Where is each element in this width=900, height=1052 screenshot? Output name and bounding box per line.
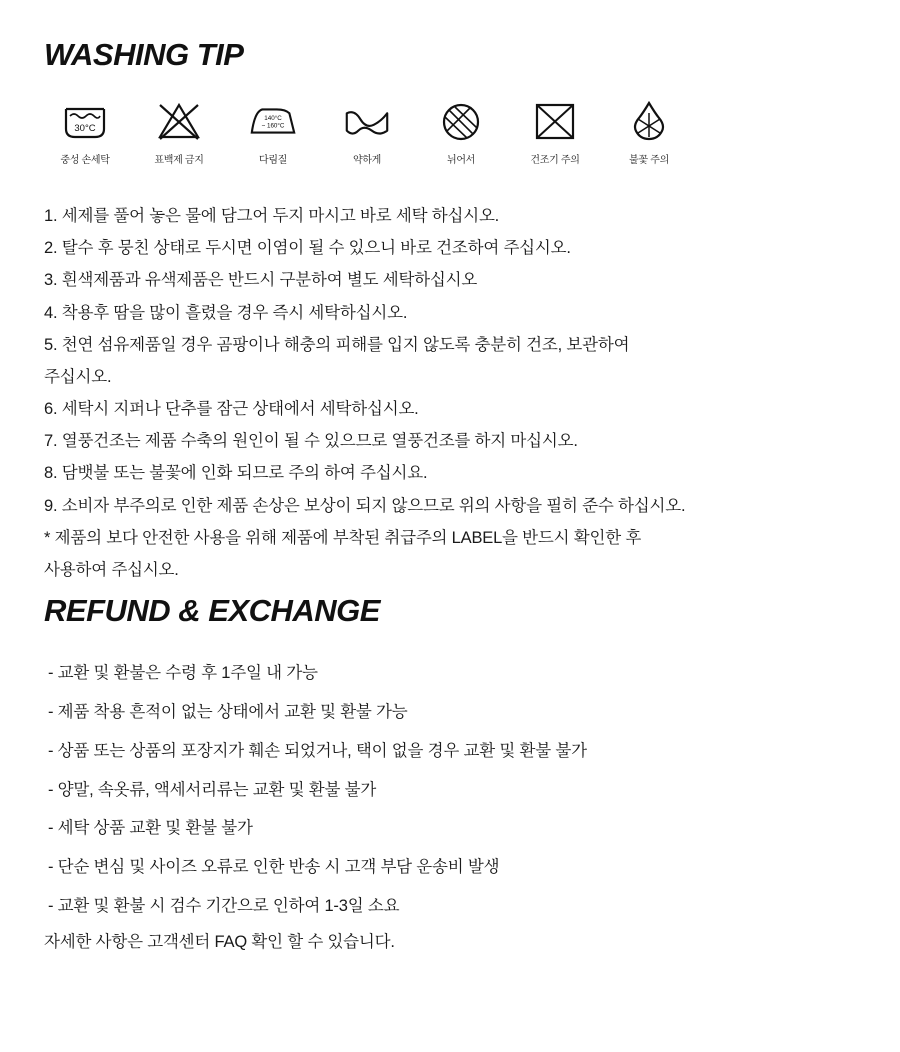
care-symbol-hand-wash — [52, 98, 118, 166]
care-symbol-no-bleach — [146, 98, 212, 166]
refund-item: - 교환 및 환불은 수령 후 1주일 내 가능 — [48, 664, 318, 683]
care-symbol-flame-caution — [616, 98, 682, 166]
iron-140-160-icon — [247, 98, 299, 144]
care-symbol-row — [52, 98, 856, 166]
washing-note: 8. 담뱃불 또는 불꽃에 인화 되므로 주의 하여 주십시요. — [44, 464, 428, 483]
care-symbol-caption: 뉘어서 — [446, 155, 476, 167]
gentle-wring-icon — [341, 98, 393, 144]
washing-note: 6. 세탁시 지퍼나 단추를 잠근 상태에서 세탁하십시오. — [44, 400, 419, 419]
care-symbol-caption: 중성 손세탁 — [60, 155, 110, 167]
svg-text:~ 160°C: ~ 160°C — [261, 122, 285, 130]
care-symbol-caption: 건조기 주의 — [530, 155, 580, 167]
care-symbol-caption: 약하게 — [352, 155, 382, 167]
washing-note-asterisk: * 제품의 보다 안전한 사용을 위해 제품에 부착된 취급주의 LABEL을 반드시 확인한 후 — [44, 528, 642, 547]
care-symbol-iron — [240, 98, 306, 166]
svg-text:30°C: 30°C — [74, 123, 96, 135]
refund-item: - 상품 또는 상품의 포장지가 훼손 되었거나, 택이 없을 경우 교환 및 환불 불가 — [48, 741, 587, 760]
care-symbol-hang-dry — [428, 98, 494, 166]
refund-policy-list — [44, 654, 856, 955]
washing-note-continuation: 주십시오. — [44, 367, 112, 386]
washing-note: 9. 소비자 부주의로 인한 제품 손상은 보상이 되지 않으므로 위의 사항을 필히 준수 하십시오. — [44, 496, 686, 515]
washing-note: 2. 탈수 후 뭉친 상태로 두시면 이염이 될 수 있으니 바로 건조하여 주십시오. — [44, 239, 571, 258]
care-symbol-caption: 표백제 금지 — [154, 155, 204, 167]
washing-note-continuation: 사용하여 주십시오. — [44, 560, 179, 579]
refund-item: - 단순 변심 및 사이즈 오류로 인한 반송 시 고객 부담 운송비 발생 — [48, 858, 500, 877]
care-symbol-caption: 다림질 — [258, 155, 288, 167]
refund-footer-note: 자세한 사항은 고객센터 FAQ 확인 할 수 있습니다. — [44, 932, 395, 951]
no-tumble-dry-icon — [529, 98, 581, 144]
washing-note: 1. 세제를 풀어 놓은 물에 담그어 두지 마시고 바로 세탁 하십시오. — [44, 207, 500, 226]
refund-item: - 제품 착용 흔적이 없는 상태에서 교환 및 환불 가능 — [48, 703, 408, 722]
hand-wash-30-icon — [59, 98, 111, 144]
washing-notes-list — [44, 200, 856, 586]
washing-note: 4. 착용후 땀을 많이 흘렸을 경우 즉시 세탁하십시오. — [44, 303, 408, 322]
flame-caution-icon — [623, 98, 675, 144]
refund-item: - 세탁 상품 교환 및 환불 불가 — [48, 819, 253, 838]
refund-exchange-title: REFUND & EXCHANGE — [44, 593, 380, 629]
washing-note: 7. 열풍건조는 제품 수축의 원인이 될 수 있으므로 열풍건조를 하지 마십시오. — [44, 432, 578, 451]
refund-item: - 양말, 속옷류, 액세서리류는 교환 및 환불 불가 — [48, 780, 377, 799]
hang-dry-icon — [435, 98, 487, 144]
care-symbol-no-tumble-dry — [522, 98, 588, 166]
washing-note: 5. 천연 섬유제품일 경우 곰팡이나 해충의 피해를 입지 않도록 충분히 건조, 보관하여 — [44, 335, 630, 354]
svg-text:140°C: 140°C — [264, 115, 282, 123]
care-symbol-gentle-wring — [334, 98, 400, 166]
refund-item: - 교환 및 환불 시 검수 기간으로 인하여 1-3일 소요 — [48, 896, 400, 915]
care-symbol-caption: 불꽃 주의 — [629, 155, 669, 167]
no-bleach-icon — [153, 98, 205, 144]
washing-note: 3. 흰색제품과 유색제품은 반드시 구분하여 별도 세탁하십시오 — [44, 271, 478, 290]
washing-tip-title: WASHING TIP — [44, 37, 244, 72]
